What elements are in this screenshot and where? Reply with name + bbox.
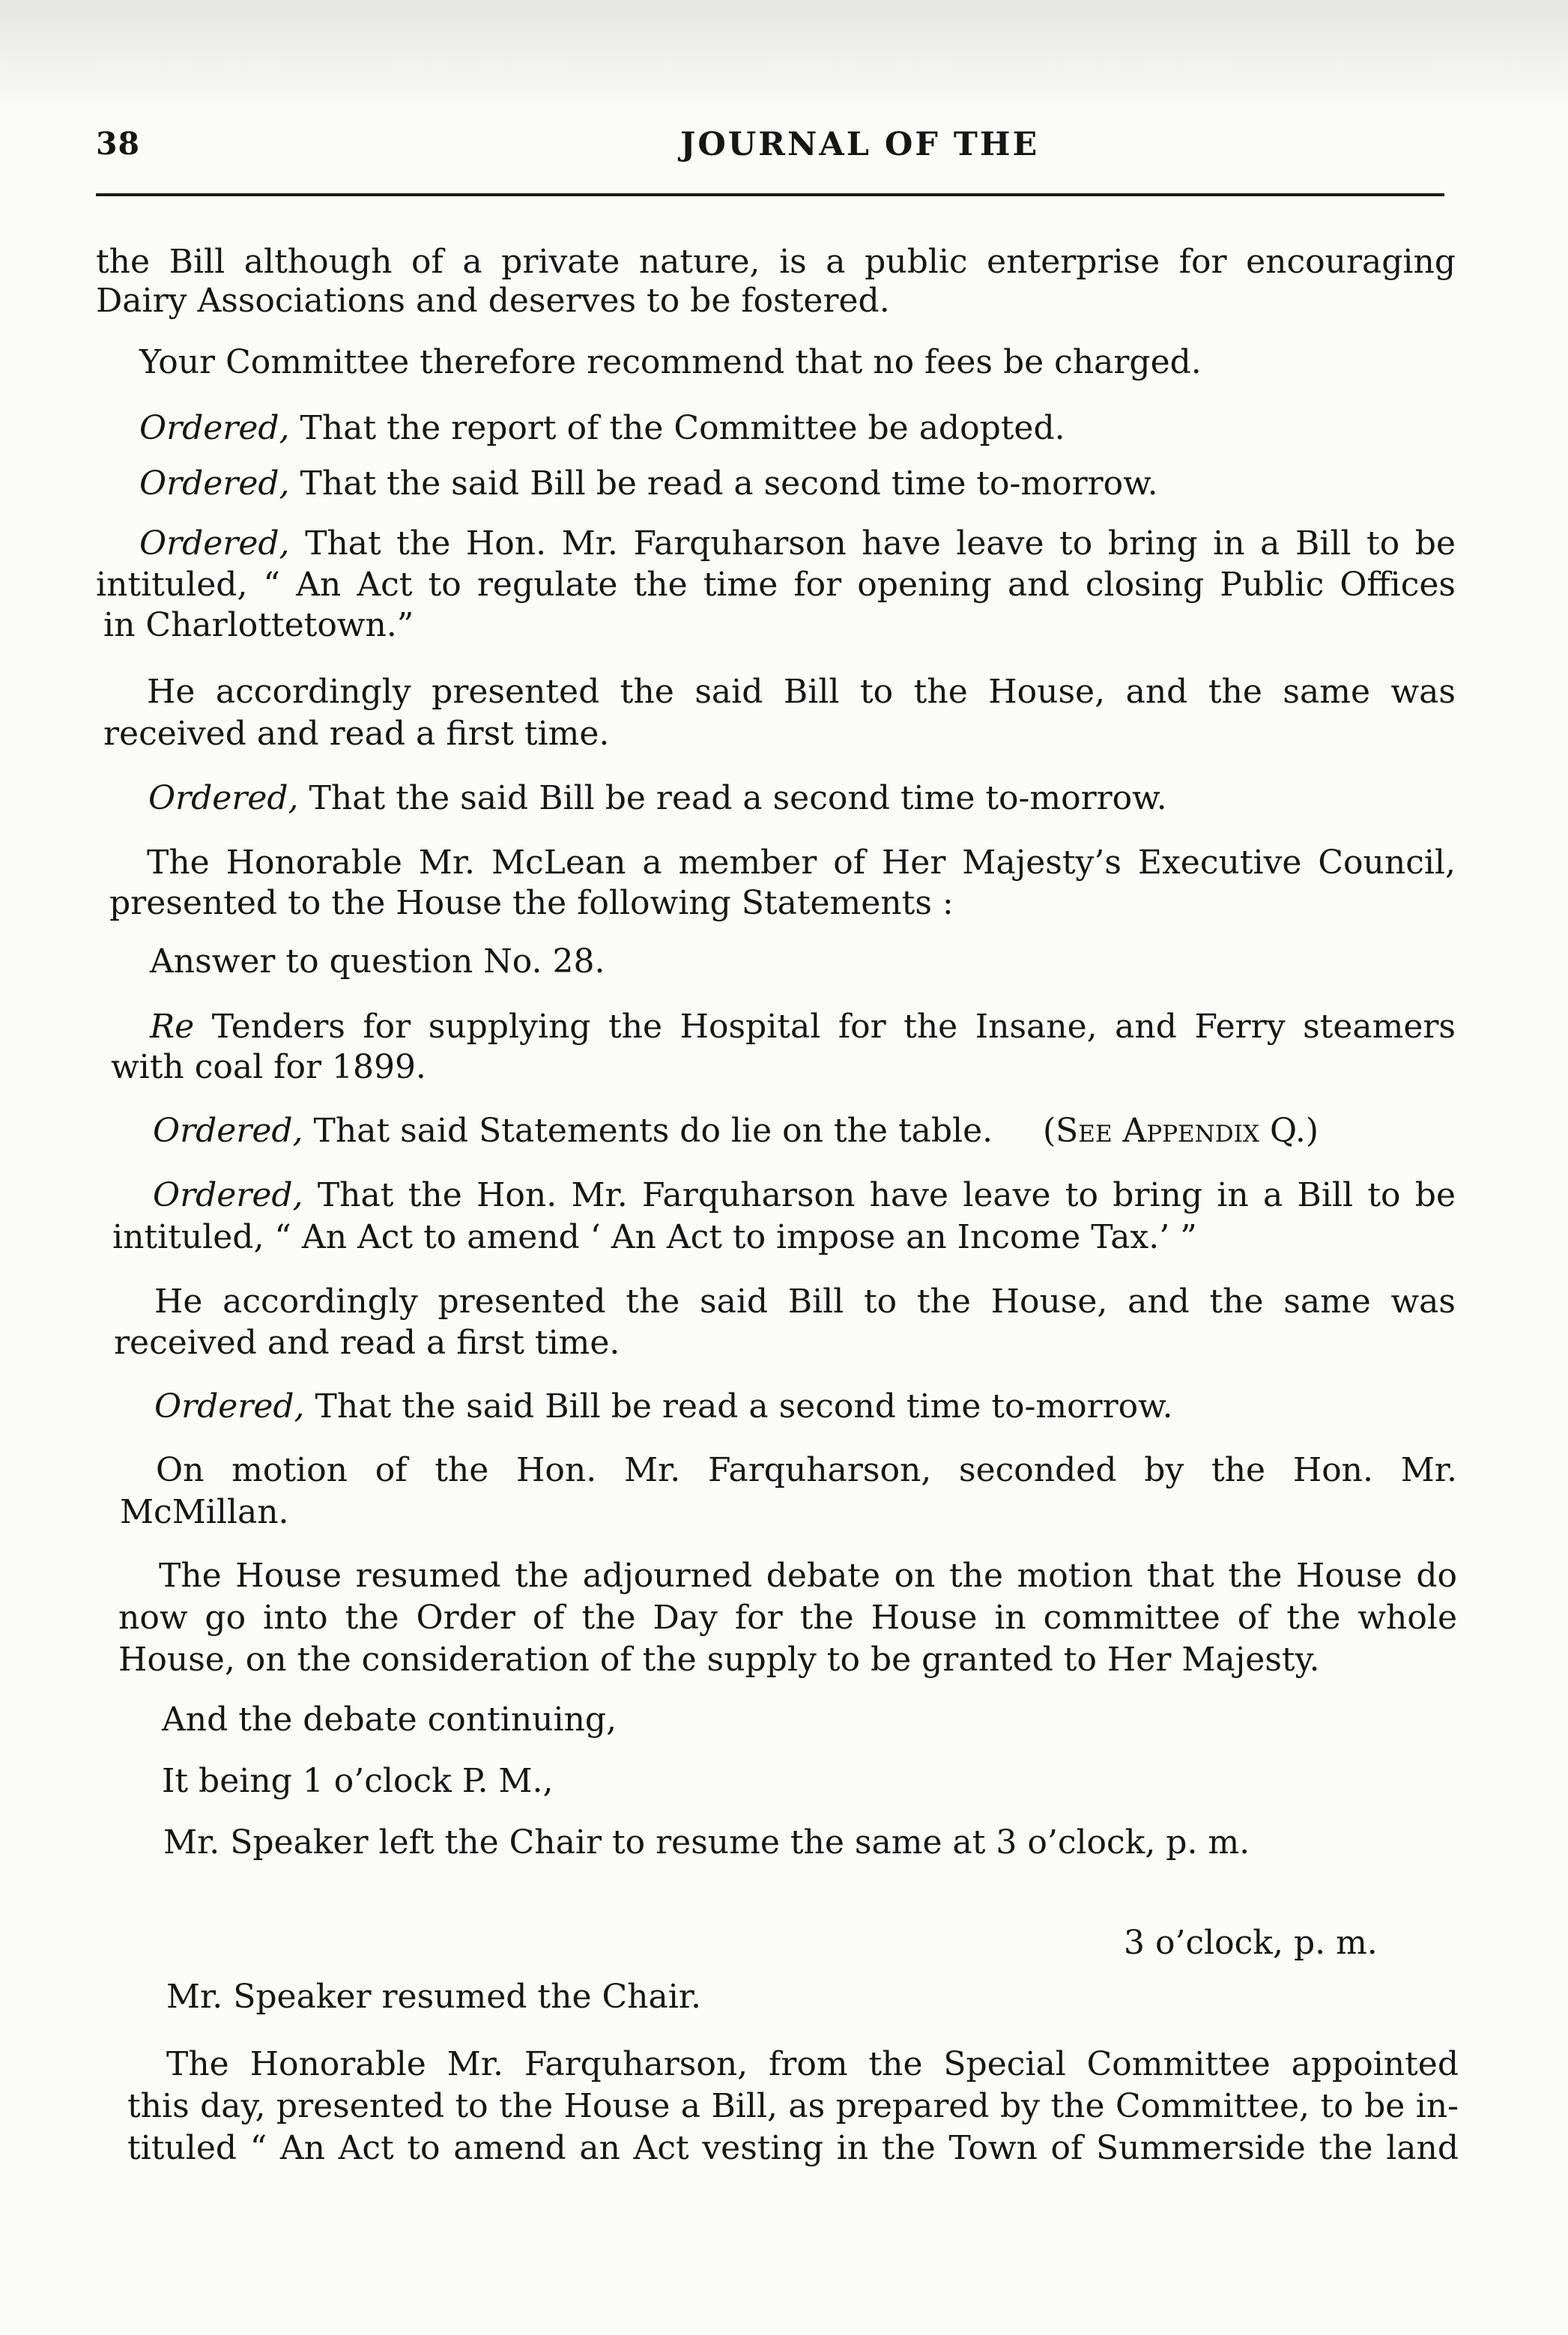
text-line: The House resumed the adjourned debate on the motion that the House do	[159, 1557, 1457, 1595]
ordered-label: Ordered,	[139, 409, 290, 447]
text-line: The Honorable Mr. Farquharson, from the Special Committee appointed	[166, 2045, 1459, 2083]
text-line: in Charlottetown.”	[103, 606, 414, 644]
ordered-label: Ordered,	[153, 1176, 303, 1214]
text-line: received and read a first time.	[114, 1324, 620, 1362]
text-line: now go into the Order of the Day for the House in committee of the whole	[118, 1599, 1457, 1637]
header-rule	[96, 193, 1444, 196]
text-line: Answer to question No. 28.	[150, 942, 605, 981]
ordered-label: Ordered,	[154, 1387, 305, 1426]
text-line: It being 1 o’clock P. M.,	[162, 1762, 554, 1800]
text-line: Dairy Associations and deserves to be fostered.	[96, 282, 890, 320]
appendix-reference: (See Appendix Q.)	[1043, 1112, 1319, 1150]
text-line: Ordered, That the said Bill be read a second time to-morrow.	[148, 779, 1167, 817]
text-line: Mr. Speaker resumed the Chair.	[166, 1978, 701, 2016]
text-line: On motion of the Hon. Mr. Farquharson, seconded by the Hon. Mr.	[156, 1451, 1457, 1489]
text-line: this day, presented to the House a Bill, as prepared by the Committee, to be in-	[127, 2087, 1459, 2125]
ordered-label: Ordered,	[139, 464, 290, 503]
scan-shading	[0, 0, 1568, 112]
text-line: McMillan.	[120, 1493, 289, 1531]
time-heading: 3 o’clock, p. m.	[1124, 1924, 1378, 1962]
running-head: JOURNAL OF THE	[680, 126, 1040, 163]
text-line: received and read a first time.	[103, 715, 610, 753]
text-line: intituled, “ An Act to regulate the time for opening and closing Public Offices	[96, 566, 1456, 604]
text-line: the Bill although of a private nature, is a public enterprise for encouraging	[96, 243, 1456, 281]
text-line: presented to the House the following Statements :	[109, 884, 954, 922]
text-line: Your Committee therefore recommend that no fees be charged.	[139, 343, 1202, 381]
ordered-label: Ordered,	[153, 1112, 303, 1150]
text-line: Ordered, That the Hon. Mr. Farquharson have leave to bring in a Bill to be	[139, 524, 1456, 563]
text-line: The Honorable Mr. McLean a member of Her Majesty’s Executive Council,	[147, 844, 1456, 882]
text-line: Ordered, That the Hon. Mr. Farquharson have leave to bring in a Bill to be	[153, 1176, 1456, 1214]
text-line: Ordered, That the report of the Committee be adopted.	[139, 409, 1065, 447]
text-line: House, on the consideration of the supply to be granted to Her Majesty.	[118, 1641, 1320, 1679]
text-line: And the debate continuing,	[162, 1700, 617, 1739]
text-line: Ordered, That the said Bill be read a second time to-morrow.	[139, 464, 1158, 503]
text-line: Ordered, That said Statements do lie on the table.	[153, 1112, 993, 1150]
text-line: Ordered, That the said Bill be read a second time to-morrow.	[154, 1387, 1173, 1426]
text-line: Re Tenders for supplying the Hospital for the Insane, and Ferry steamers	[150, 1008, 1456, 1046]
ordered-label: Ordered,	[148, 779, 299, 817]
ordered-label: Ordered,	[139, 524, 290, 563]
text-line: with coal for 1899.	[111, 1048, 426, 1086]
text-line: He accordingly presented the said Bill to the House, and the same was	[147, 673, 1456, 711]
page-number: 38	[96, 126, 141, 162]
text-line: intituled, “ An Act to amend ‘ An Act to impose an Income Tax.’ ”	[112, 1218, 1197, 1256]
page-header	[96, 126, 1444, 171]
text-line: tituled “ An Act to amend an Act vesting in the Town of Summerside the land	[127, 2129, 1459, 2167]
text-line: He accordingly presented the said Bill to the House, and the same was	[154, 1282, 1456, 1321]
text-line: Mr. Speaker left the Chair to resume the same at 3 o’clock, p. m.	[163, 1823, 1250, 1862]
